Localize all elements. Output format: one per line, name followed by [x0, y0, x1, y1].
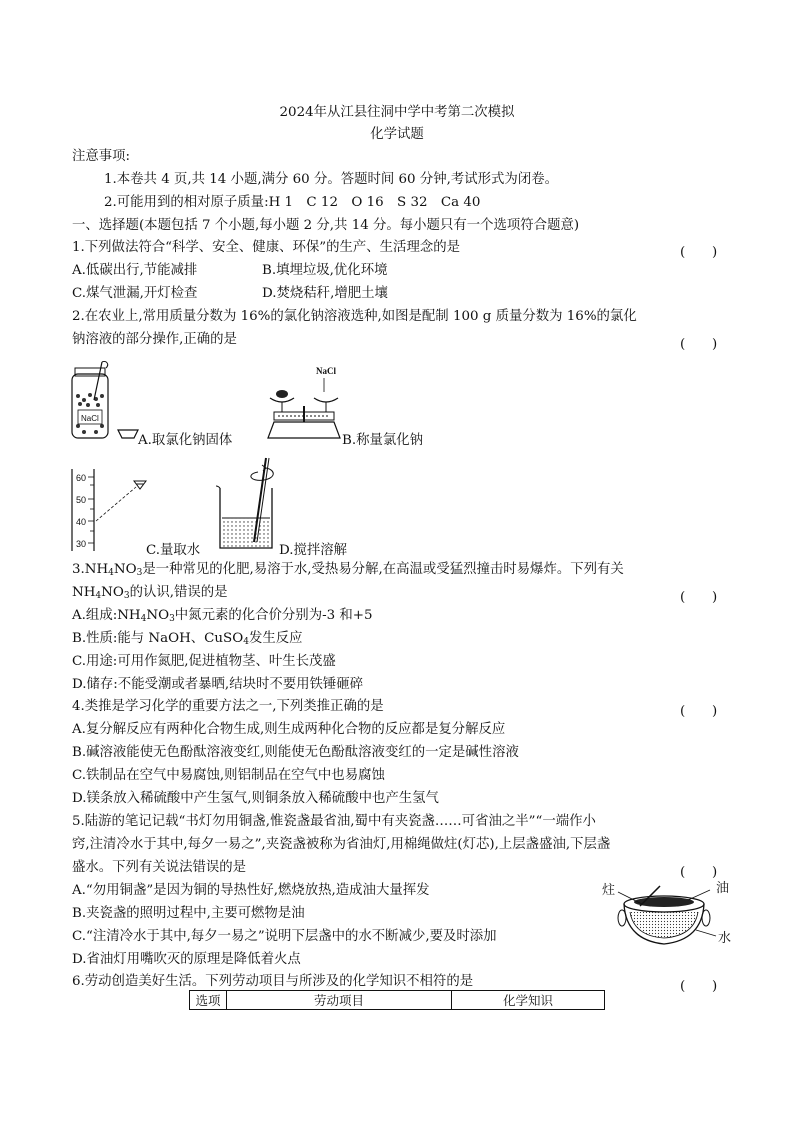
tick-50: 50 — [76, 495, 87, 505]
q1-option-c: C.煤气泄漏,开灯检查 — [72, 286, 198, 301]
notice-heading: 注意事项: — [72, 149, 131, 164]
q5-option-d: D.省油灯用嘴吹灭的原理是降低着火点 — [72, 952, 301, 967]
figure-c-cylinder — [66, 465, 156, 555]
q4-answer-bracket: ( ) — [680, 704, 718, 719]
tick-60: 60 — [76, 473, 87, 483]
q3-option-b: B.性质:能与 NaOH、CuSO$_4$发生反应 — [72, 631, 303, 647]
jar-label: NaCl — [81, 414, 99, 423]
q5-stem-line2: 窍,注清冷水于其中,每夕一易之”,夹瓷盏被称为省油灯,用棉绳做炷(灯芯),上层盏盛油,下层盏 — [72, 837, 611, 852]
tick-40: 40 — [76, 517, 87, 527]
notice-item-1: 1.本卷共 4 页,共 14 小题,满分 60 分。答题时间 60 分钟,考试形式为闭卷。 — [104, 172, 558, 187]
q4-option-d: D.镁条放入稀硫酸中产生氢气,则铜条放入稀硫酸中也产生氢气 — [72, 791, 439, 806]
q3-stem-line1: $3.NH_4NO_3$是一种常见的化肥,易溶于水,受热易分解,在高温或受猛烈撞击时易爆炸。下列有关 — [72, 562, 624, 578]
notice-item-2: 2.可能用到的相对原子质量:H 1 C 12 O 16 S 32 Ca 40 — [104, 195, 481, 210]
q5-answer-bracket: ( ) — [680, 865, 718, 880]
exam-subtitle: 化学试题 — [370, 127, 424, 142]
q2-option-b: B.称量氯化钠 — [342, 433, 424, 448]
q1-option-a: A.低碳出行,节能减排 — [72, 263, 198, 278]
table-header-task: 劳动项目 — [227, 991, 452, 1010]
table-header-knowledge: 化学知识 — [452, 991, 605, 1010]
label-oil: 油 — [716, 881, 730, 896]
q4-option-c: C.铁制品在空气中易腐蚀,则铝制品在空气中也易腐蚀 — [72, 768, 385, 783]
q3-option-a: A.组成$:NH_4NO_3$中氮元素的化合价分别为-3 和+5 — [72, 608, 373, 624]
q6-stem: 6.劳动创造美好生活。下列劳动项目与所涉及的化学知识不相符的是 — [72, 974, 474, 989]
figure-a-jar — [66, 360, 146, 446]
q5-option-c: C.“注清冷水于其中,每夕一易之”说明下层盏中的水不断减少,要及时添加 — [72, 929, 497, 944]
figure-d-beaker — [214, 452, 284, 554]
label-water: 水 — [718, 931, 732, 946]
figure-b-balance — [262, 362, 346, 446]
exam-title: 2024年从江县往洞中学中考第二次模拟 — [279, 105, 515, 120]
tick-30: 30 — [76, 539, 87, 549]
q1-option-b: B.填埋垃圾,优化环境 — [262, 263, 388, 278]
q1-answer-bracket: ( ) — [680, 245, 718, 260]
q3-stem-line2: $NH_4NO_3$的认识,错误的是 — [72, 585, 228, 601]
q6-table — [189, 990, 605, 1010]
q4-option-b: B.碱溶液能使无色酚酞溶液变红,则能使无色酚酞溶液变红的一定是碱性溶液 — [72, 745, 519, 760]
q6-answer-bracket: ( ) — [680, 979, 718, 994]
q5-stem-line1: 5.陆游的笔记记载“书灯勿用铜盏,惟瓷盏最省油,蜀中有夹瓷盏……可省油之半”“一端作小 — [72, 814, 596, 829]
q2-answer-bracket: ( ) — [680, 337, 718, 352]
q4-stem: 4.类推是学习化学的重要方法之一,下列类推正确的是 — [72, 699, 384, 714]
q2-option-a: A.取氯化钠固体 — [138, 433, 233, 448]
q4-option-a: A.复分解反应有两种化合物生成,则生成两种化合物的反应都是复分解反应 — [72, 722, 506, 737]
figure-oil-lamp — [600, 878, 740, 954]
q2-option-c: C.量取水 — [146, 543, 201, 558]
table-header-row — [190, 991, 605, 1010]
q3-option-c: C.用途:可用作氮肥,促进植物茎、叶生长茂盛 — [72, 654, 336, 669]
q3-option-d: D.储存:不能受潮或者暴晒,结块时不要用铁锤砸碎 — [72, 677, 364, 692]
q2-option-d: D.搅拌溶解 — [279, 543, 348, 558]
q1-stem: 1.下列做法符合“科学、安全、健康、环保”的生产、生活理念的是 — [72, 240, 461, 255]
q2-stem-line2: 钠溶液的部分操作,正确的是 — [72, 332, 237, 347]
q5-option-a: A.“勿用铜盏”是因为铜的导热性好,燃烧放热,造成油大量挥发 — [72, 883, 430, 898]
q3-answer-bracket: ( ) — [680, 590, 718, 605]
q1-option-d: D.焚烧秸秆,增肥土壤 — [262, 286, 388, 301]
section-heading: 一、选择题(本题包括 7 个小题,每小题 2 分,共 14 分。每小题只有一个选项符合题意) — [72, 218, 580, 233]
scale-label: NaCl — [316, 366, 336, 376]
q5-stem-line3: 盛水。下列有关说法错误的是 — [72, 860, 247, 875]
table-header-option: 选项 — [190, 991, 227, 1010]
q5-option-b: B.夹瓷盏的照明过程中,主要可燃物是油 — [72, 906, 305, 921]
label-wick: 炷 — [602, 883, 616, 898]
q2-stem-line1: 2.在农业上,常用质量分数为 16%的氯化钠溶液选种,如图是配制 100 g 质量分数为 16%的氯化 — [72, 309, 637, 324]
